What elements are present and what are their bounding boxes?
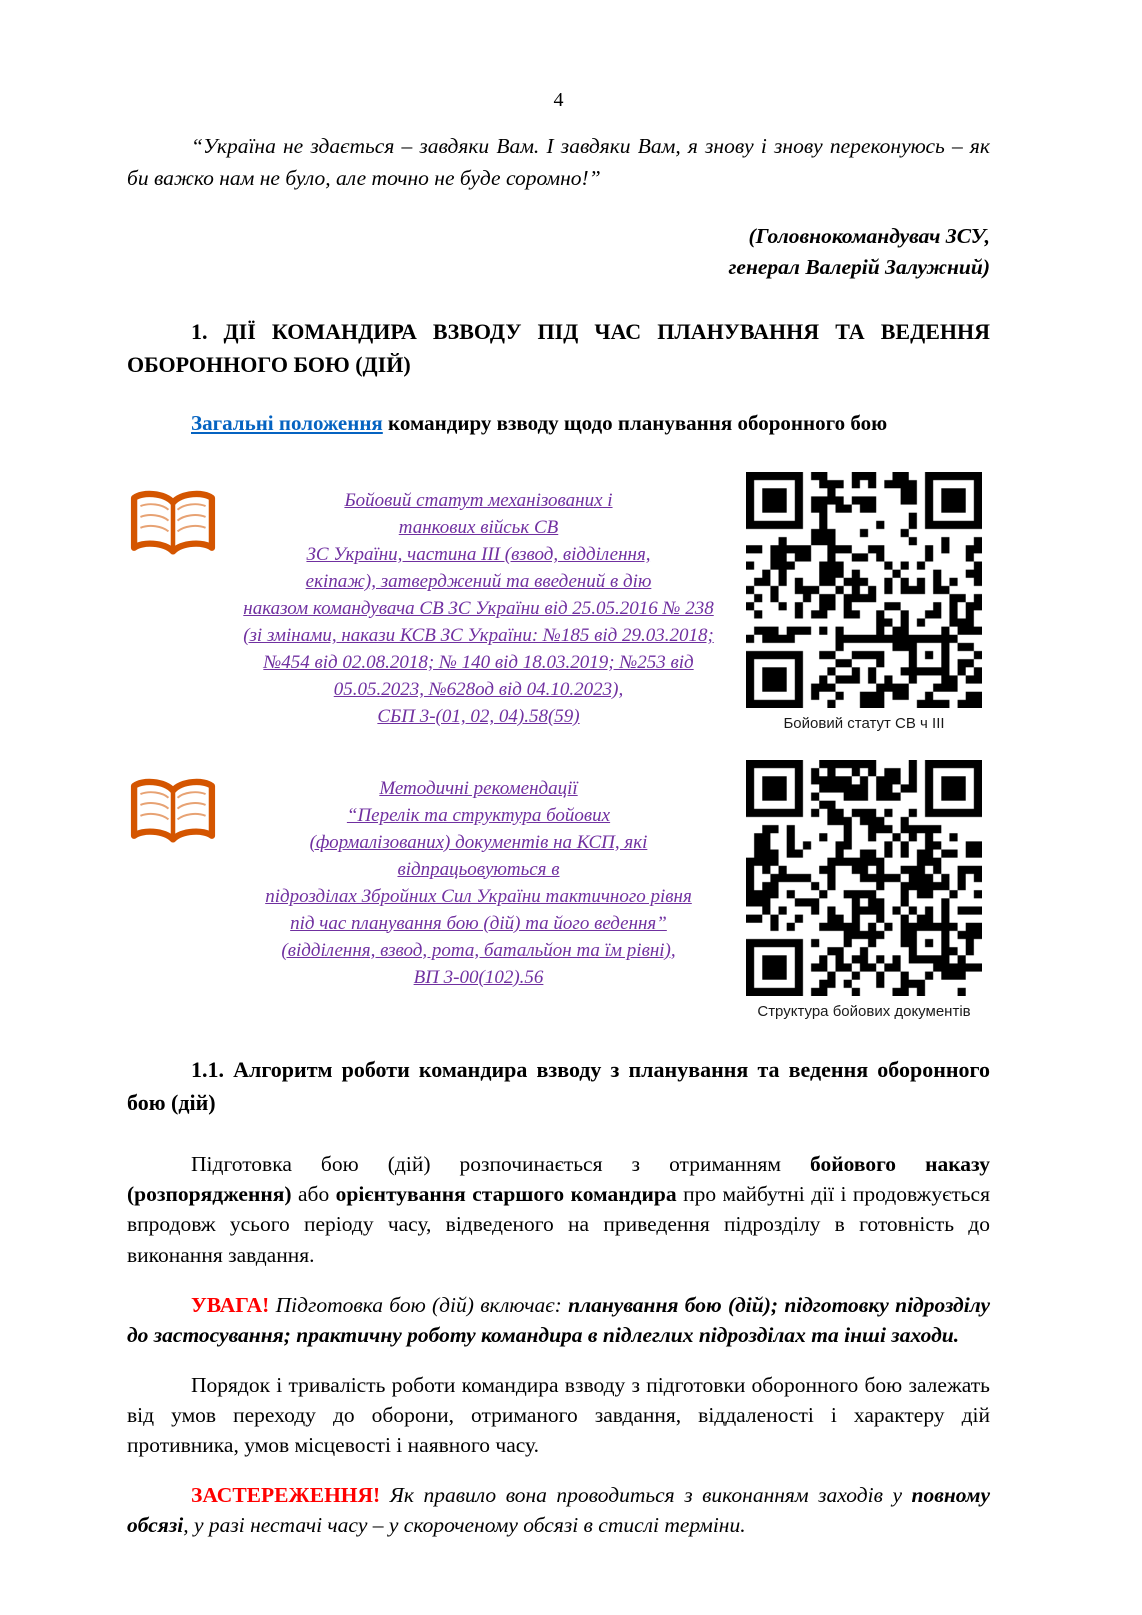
section-heading: 1. ДІЇ КОМАНДИРА ВЗВОДУ ПІД ЧАС ПЛАНУВАННЯ ТА ВЕДЕННЯ ОБОРОННОГО БОЮ (ДІЙ) <box>127 318 990 377</box>
link-line[interactable]: танкових військ СВ <box>398 517 559 539</box>
link-line[interactable]: під час планування бою (дій) та його ведення” <box>290 912 667 934</box>
methodical-recommendations-link[interactable] <box>219 760 738 992</box>
subsection-heading: 1.1. Алгоритм роботи командира взводу з планування та ведення оборонного бою (дій) <box>127 1057 990 1116</box>
link-line[interactable]: (зі змінами, накази КСВ ЗС України: №185 від 29.03.2018; <box>243 625 714 647</box>
link-line[interactable]: 05.05.2023, №628од від 04.10.2023), <box>333 679 624 701</box>
open-book-icon-graphic <box>127 488 219 564</box>
resource-row-methodical-recommendations <box>127 760 990 1022</box>
link-line[interactable]: наказом командувача СВ ЗС України від 25.05.2016 № 238 <box>243 598 714 620</box>
paragraph-procedure: Порядок і тривалість роботи командира взводу з підготовки оборонного бою залежать від умов переходу до оборони, отриманого завдання, віддаленості і характеру дій противника, умов місцевості і наявного часу. <box>127 1372 990 1457</box>
intro-rest-text: командиру взводу щодо планування оборонного бою <box>382 410 888 435</box>
paragraph-preparation <box>127 1149 990 1269</box>
resource-row-combat-statute <box>127 472 990 734</box>
qr-block-combat-statute <box>738 472 990 734</box>
text-segment-italic: Підготовка бою (дій) включає: <box>269 1292 569 1317</box>
link-line[interactable]: “Перелік та структура бойових <box>346 804 611 826</box>
link-line[interactable]: підрозділах Збройних Сил України тактичного рівня <box>265 885 692 907</box>
open-book-icon-graphic <box>127 776 219 852</box>
text-segment-bold: бойового наказу (розпорядження) <box>127 1152 990 1207</box>
text-segment: або <box>291 1182 336 1207</box>
link-line[interactable]: ЗС України, частина ІІІ (взвод, відділення, <box>306 544 651 566</box>
qr-caption-combat-statute: Бойовий статут СВ ч ІІІ <box>783 715 945 733</box>
text-segment: Підготовка бою (дій) розпочинається з отриманням <box>191 1152 811 1177</box>
link-line[interactable]: (відділення, взвод, рота, батальйон та їм рівні), <box>281 939 676 961</box>
attention-label: УВАГА! <box>191 1292 270 1317</box>
text-segment: про майбутні дії і продовжується впродовж усього періоду часу, відведеного на приведення підрозділу в готовність до виконання завдання. <box>127 1182 990 1267</box>
link-line[interactable]: ВП 3-00(102).56 <box>413 966 544 988</box>
open-book-icon <box>127 776 219 852</box>
intro-line <box>127 409 990 438</box>
attribution-line-2: генерал Валерій Залужний) <box>728 254 990 279</box>
paragraph-attention <box>127 1290 990 1350</box>
link-line[interactable]: Методичні рекомендації <box>379 777 578 799</box>
general-provisions-link[interactable]: Загальні положення <box>191 410 383 435</box>
page-number: 4 <box>553 89 564 111</box>
text-segment-bold: орієнтування старшого командира <box>335 1182 677 1207</box>
qr-code-combat-statute <box>746 472 982 708</box>
link-line[interactable]: СБП 3-(01, 02, 04).58(59) <box>377 705 580 727</box>
qr-code-documents-structure <box>746 760 982 996</box>
attribution-line-1: (Головнокомандувач ЗСУ, <box>748 223 990 248</box>
text-segment-italic: Як правило вона проводиться з виконанням заходів у <box>380 1483 912 1508</box>
quote-attribution <box>127 221 990 283</box>
text-segment-bold-italic: повному обсязі <box>127 1483 990 1538</box>
paragraph-caution <box>127 1480 990 1540</box>
qr-block-documents-structure <box>738 760 990 1022</box>
open-book-icon <box>127 488 219 564</box>
caution-label: ЗАСТЕРЕЖЕННЯ! <box>191 1483 381 1508</box>
qr-caption-documents-structure: Структура бойових документів <box>757 1002 971 1020</box>
link-line[interactable]: Бойовий статут механізованих і <box>344 490 613 512</box>
link-line[interactable]: екіпаж), затверджений та введений в дію <box>305 571 652 593</box>
link-line[interactable]: відпрацьовуються в <box>397 858 560 880</box>
text-segment-italic: , у разі нестачі часу – у скороченому обсязі в стислі терміни. <box>183 1513 746 1538</box>
link-line[interactable]: №454 від 02.08.2018; № 140 від 18.03.2019; №253 від <box>263 652 694 674</box>
link-line[interactable]: (формалізованих) документів на КСП, які <box>309 831 648 853</box>
combat-statute-link[interactable] <box>219 472 738 731</box>
quote-paragraph: “Україна не здається – завдяки Вам. І завдяки Вам, я знову і знову переконуюсь – як би важко нам не було, але точно не буде соромно!” <box>127 134 990 191</box>
text-segment-bold-italic: планування бою (дій); підготовку підрозділу до застосування; практичну роботу командира в підлеглих підрозділах та інші заходи. <box>127 1292 990 1347</box>
